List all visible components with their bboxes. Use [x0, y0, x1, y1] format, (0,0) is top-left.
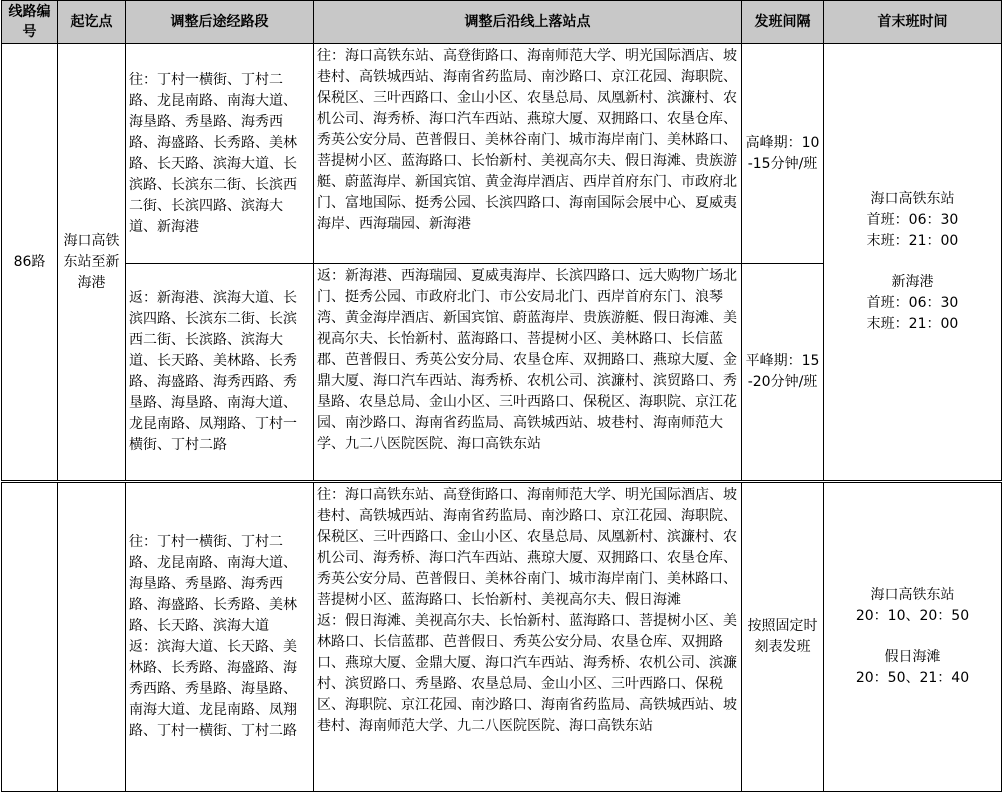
header-stops: 调整后沿线上落站点	[314, 1, 742, 44]
table-row	[2, 482, 1002, 792]
interval-cell: 按照固定时刻表发班	[742, 482, 824, 792]
header-row	[2, 1, 1002, 44]
terminal-station: 海口高铁东站	[870, 191, 955, 207]
route-outbound-cell: 往：丁村一横街、丁村二路、龙昆南路、南海大道、海垦路、秀垦路、海秀西路、海盛路、长秀路、美林路、长天路、滨海大道、长滨路、长滨东二街、长滨西二街、长滨四路、滨海大道、新海港	[126, 44, 314, 264]
interval-peak-cell: 高峰期：10-15分钟/班	[742, 44, 824, 264]
departure-times: 20：50、21：40	[855, 670, 970, 686]
line-number-cell: 86路	[2, 44, 58, 482]
endpoints-cell-empty	[58, 482, 126, 792]
header-route: 调整后途经路段	[126, 1, 314, 44]
header-times: 首末班时间	[824, 1, 1002, 44]
route-return-cell: 返：新海港、滨海大道、长滨四路、长滨东二街、长滨西二街、长滨路、滨海大道、长天路、美林路、长秀路、海盛路、海秀西路、秀垦路、海垦路、南海大道、龙昆南路、凤翔路、丁村一横街、丁村二路	[126, 264, 314, 482]
endpoints-cell: 海口高铁东站至新海港	[58, 44, 126, 482]
departure-times: 20：10、20：50	[855, 608, 970, 624]
time-group	[827, 189, 998, 252]
bus-schedule-table	[1, 0, 1002, 792]
last-bus-time: 末班：21：00	[866, 233, 959, 249]
time-group	[827, 272, 998, 335]
terminal-station: 假日海滩	[884, 649, 941, 665]
first-bus-time: 首班：06：30	[866, 295, 959, 311]
terminal-station: 新海港	[891, 274, 934, 290]
header-line-no: 线路编号	[2, 1, 58, 44]
header-endpoints: 起讫点	[58, 1, 126, 44]
stops-cell: 往：海口高铁东站、高登街路口、海南师范大学、明光国际酒店、坡巷村、高铁城西站、海南省药监局、南沙路口、京江花园、海职院、保税区、三叶西路口、金山小区、农垦总局、凤凰新村、滨濂村、农机公司、海秀桥、海口汽车西站、燕琼大厦、双拥路口、农垦仓库、秀英公安分局、芭普假日、美林谷南门、城市海岸南门、美林路口、菩提树小区、蓝海路口、长怡新村、美视高尔夫、假日海滩 返：假日海滩、美视高尔夫、长怡新村、蓝海路口、菩提树小区、美林路口、长信蓝郡、芭普假日、秀英公安分局、农垦仓库、双拥路口、燕琼大厦、金鼎大厦、海口汽车西站、海秀桥、农机公司、滨濂村、滨贸路口、秀垦路、农垦总局、金山小区、三叶西路口、保税区、海职院、京江花园、南沙路口、海南省药监局、高铁城西站、坡巷村、海南师范大学、九二八医院医院、海口高铁东站	[314, 482, 742, 792]
time-group	[827, 647, 998, 689]
stops-return-cell: 返：新海港、西海瑞园、夏威夷海岸、长滨四路口、远大购物广场北门、挺秀公园、市政府北门、市公安局北门、西岸首府东门、浪琴湾、黄金海岸酒店、新国宾馆、蔚蓝海岸、贵族游艇、假日海滩、美视高尔夫、长怡新村、蓝海路口、菩提树小区、美林路口、长信蓝郡、芭普假日、秀英公安分局、农垦仓库、双拥路口、燕琼大厦、金鼎大厦、海口汽车西站、海秀桥、农机公司、滨濂村、滨贸路口、秀垦路、农垦总局、金山小区、三叶西路口、保税区、海职院、京江花园、南沙路口、海南省药监局、高铁城西站、坡巷村、海南师范大学、九二八医院医院、海口高铁东站	[314, 264, 742, 482]
stops-outbound-cell: 往：海口高铁东站、高登街路口、海南师范大学、明光国际酒店、坡巷村、高铁城西站、海南省药监局、南沙路口、京江花园、海职院、保税区、三叶西路口、金山小区、农垦总局、凤凰新村、滨濂村、农机公司、海秀桥、海口汽车西站、燕琼大厦、双拥路口、农垦仓库、秀英公安分局、芭普假日、美林谷南门、城市海岸南门、美林路口、菩提树小区、蓝海路口、长怡新村、美视高尔夫、假日海滩、贵族游艇、蔚蓝海岸、新国宾馆、黄金海岸酒店、西岸首府东门、市政府北门、富地国际、挺秀公园、长滨四路口、海南国际会展中心、夏威夷海岸、西海瑞园、新海港	[314, 44, 742, 264]
times-cell	[824, 482, 1002, 792]
route-cell: 往：丁村一横街、丁村二路、龙昆南路、南海大道、海垦路、秀垦路、海秀西路、海盛路、长秀路、美林路、长天路、滨海大道 返：滨海大道、长天路、美林路、长秀路、海盛路、海秀西路、秀垦路、海垦路、南海大道、龙昆南路、凤翔路、丁村一横街、丁村二路	[126, 482, 314, 792]
last-bus-time: 末班：21：00	[866, 316, 959, 332]
times-cell	[824, 44, 1002, 482]
terminal-station: 海口高铁东站	[870, 587, 955, 603]
header-interval: 发班间隔	[742, 1, 824, 44]
time-group	[827, 585, 998, 627]
interval-offpeak-cell: 平峰期：15-20分钟/班	[742, 264, 824, 482]
line-number-cell-empty	[2, 482, 58, 792]
table-row	[2, 44, 1002, 264]
first-bus-time: 首班：06：30	[866, 212, 959, 228]
